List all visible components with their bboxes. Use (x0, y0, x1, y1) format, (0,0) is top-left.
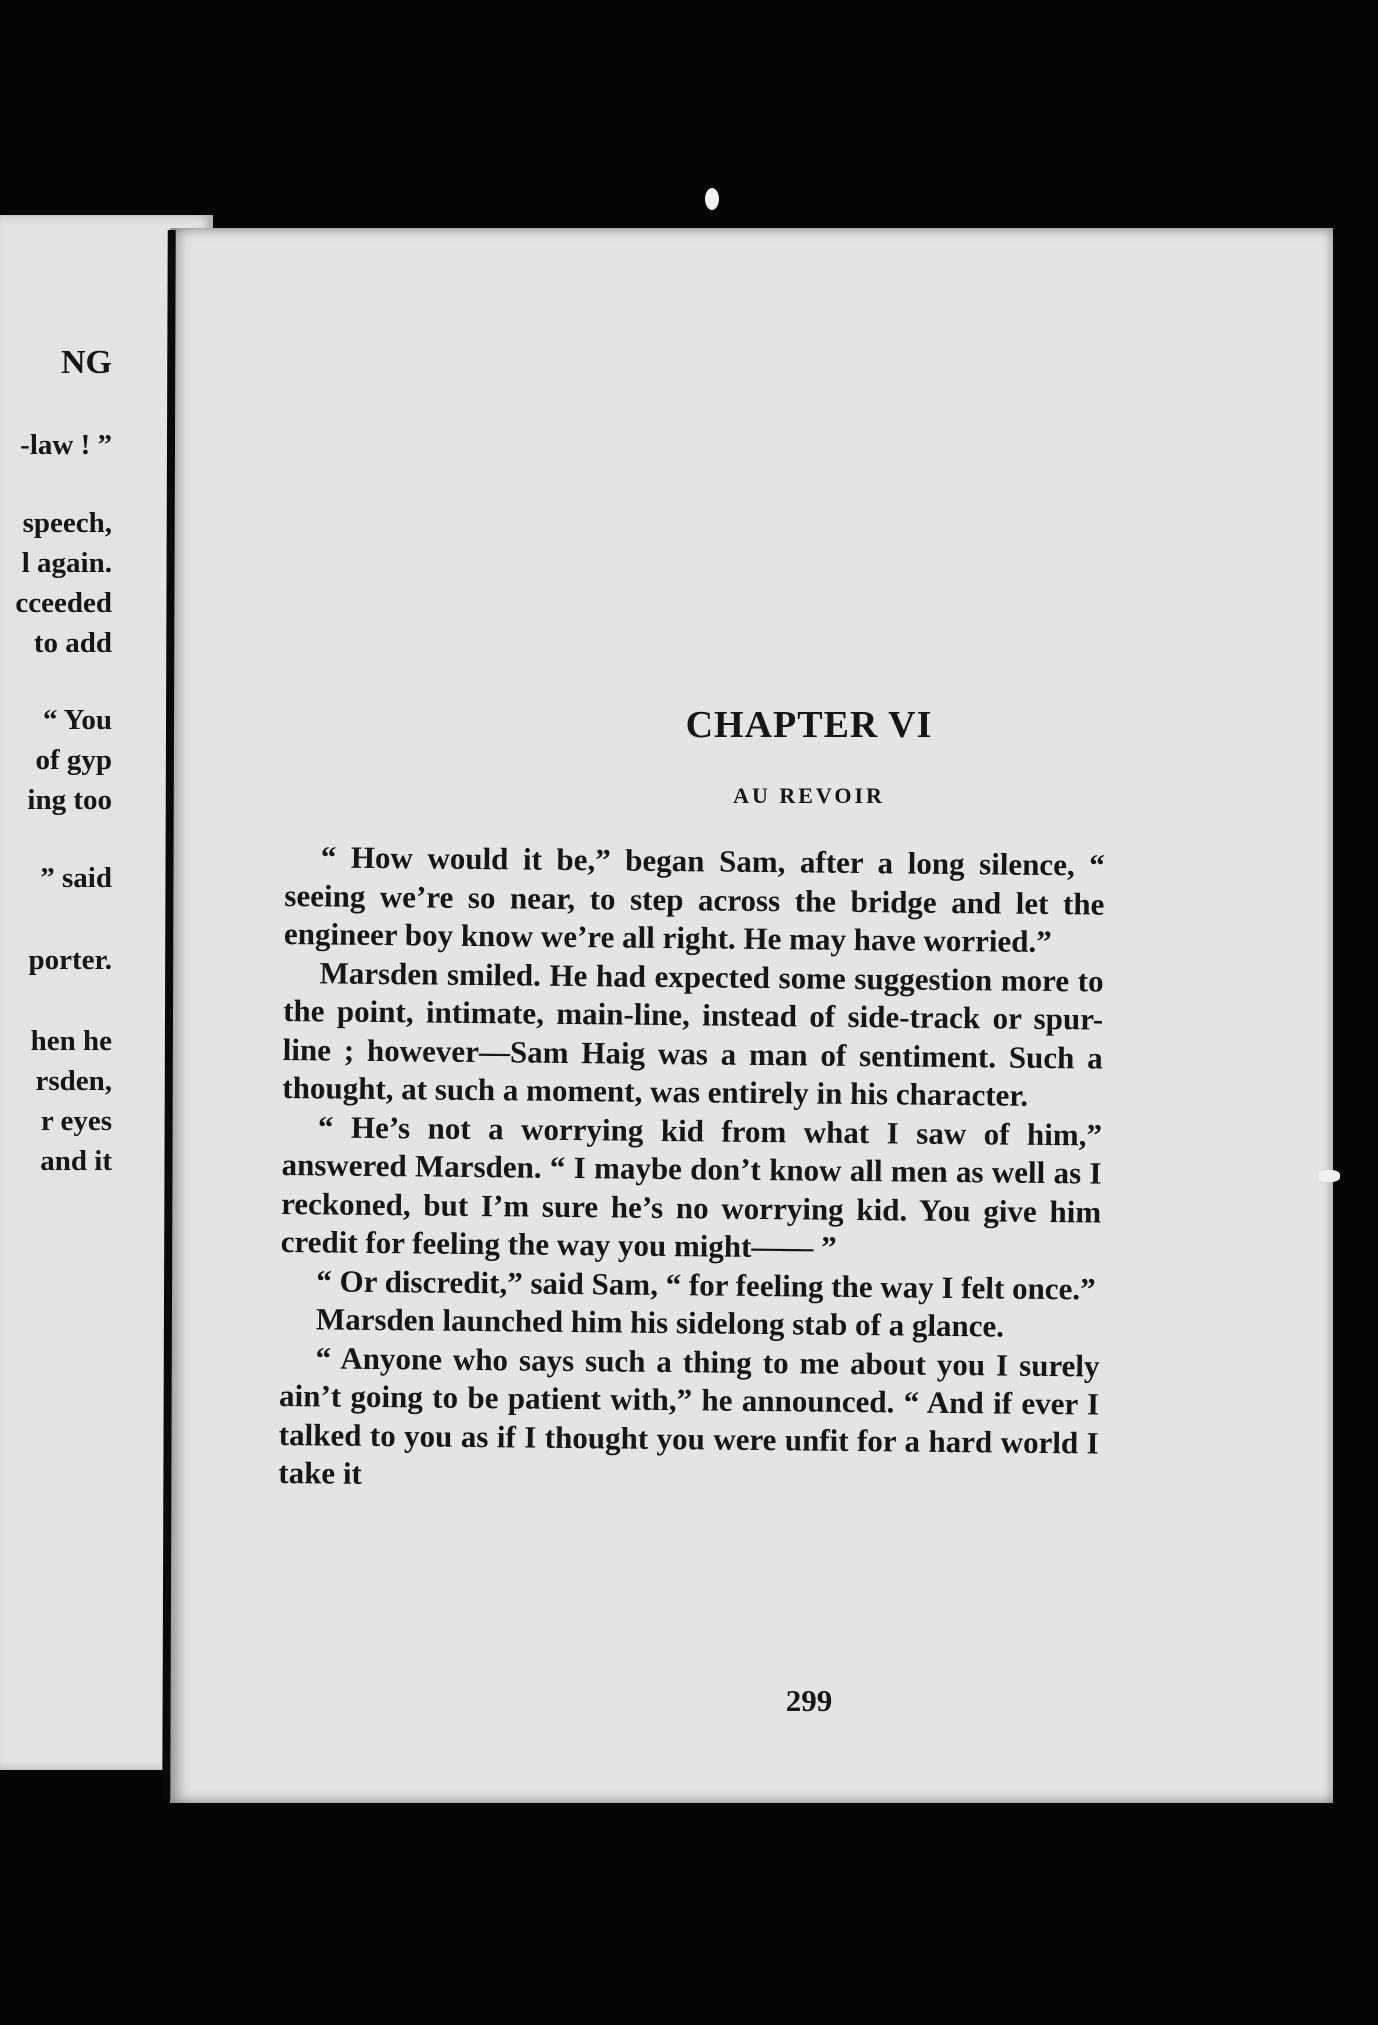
chapter-subtitle: AU REVOIR (733, 783, 885, 808)
scan-speck (705, 188, 719, 210)
page-number: 299 (785, 1683, 833, 1718)
left-page-line: porter. (28, 944, 112, 976)
left-page-line: “ You (42, 704, 112, 736)
paragraph: Marsden launched him his sidelong stab of a glance. (315, 1301, 1005, 1344)
left-page-line: ing too (27, 784, 112, 816)
left-page-line: speech, (22, 507, 112, 539)
left-page-line: rsden, (35, 1065, 112, 1097)
left-page-line: r eyes (40, 1105, 112, 1137)
left-page-heading-fragment: NG (61, 344, 112, 381)
paragraph: “ How would it be,” began Sam, after a long silence, “ seeing we’re so near, to step across the bridge and let the engineer boy know we’re all right. He may have worried.” (283, 839, 1105, 960)
paragraph: Marsden smiled. He had expected some suggestion more to the point, intimate, main-line, instead of side-track or spur-line ; however—Sam Haig was a man of sentiment. Such a thought, at such a moment, was entirely in his character. (282, 954, 1104, 1113)
left-page-line: of gyp (35, 744, 112, 776)
scan-speck (1318, 1170, 1340, 1182)
left-page-line: -law ! ” (20, 429, 112, 461)
chapter-title: CHAPTER VI (685, 704, 933, 746)
book-page (170, 228, 1333, 1803)
left-page-line: hen he (30, 1025, 112, 1057)
left-page-line: cceeded (15, 587, 112, 619)
paragraph: “ Anyone who says such a thing to me about you I surely ain’t going to be patient with,” he announced. “ And if ever I talked to you as if I thought you were unfit for a hard world I take it (278, 1339, 1100, 1491)
left-page-line: to add (33, 627, 112, 659)
left-page-line: l again. (21, 547, 112, 579)
left-page-line: and it (40, 1145, 112, 1177)
page-body (278, 838, 1105, 1501)
paragraph: “ He’s not a worrying kid from what I saw of him,” answered Marsden. “ I maybe don’t know all men as well as I reckoned, but I’m sure he’s no worrying kid. You give him credit for feeling the way you might—— ” (280, 1108, 1103, 1265)
paragraph: “ Or discredit,” said Sam, “ for feeling the way I felt once.” (316, 1262, 1096, 1307)
left-page-line: ” said (40, 862, 112, 894)
